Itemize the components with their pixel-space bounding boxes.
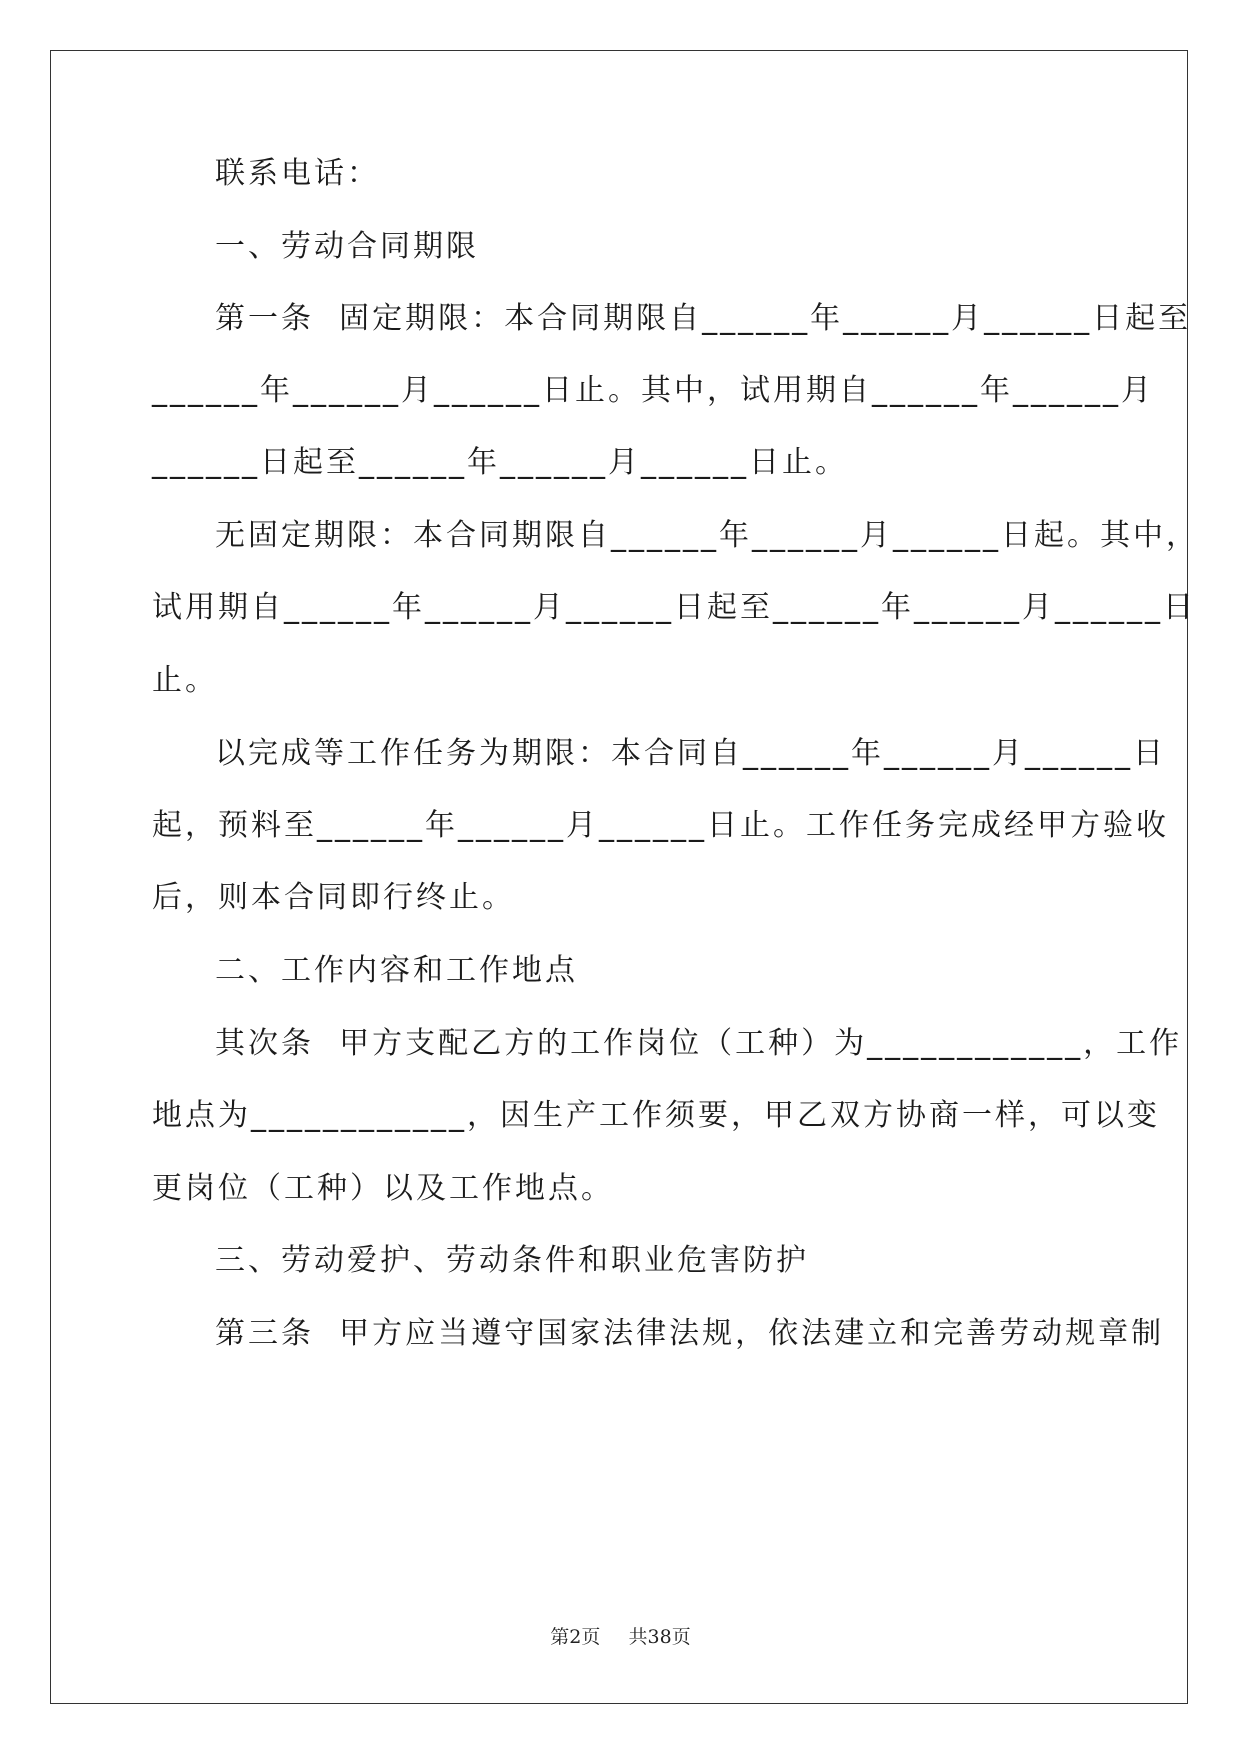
task-term-line-1: 以完成等工作任务为期限：本合同自______年______月______日	[215, 736, 1166, 771]
section-heading-3: 三、劳动爱护、劳动条件和职业危害防护	[215, 1243, 809, 1278]
task-term-line-2: 起，预料至______年______月______日止。工作任务完成经甲方验收	[152, 808, 1169, 843]
page-border	[50, 50, 1199, 1704]
page-footer	[0, 1622, 1241, 1649]
page-number: 第2页	[550, 1626, 601, 1648]
article-1-line-1: 第一条 固定期限：本合同期限自______年______月______日起至	[215, 301, 1192, 336]
task-term-line-3: 后，则本合同即行终止。	[152, 880, 515, 915]
article-1-line-3: ______日起至______年______月______日止。	[152, 445, 848, 480]
indefinite-term-line-2: 试用期自______年______月______日起至______年______月______日	[152, 590, 1196, 625]
total-pages: 共38页	[628, 1626, 691, 1648]
indefinite-term-line-1: 无固定期限：本合同期限自______年______月______日起。其中，	[215, 518, 1199, 553]
contact-phone-line: 联系电话：	[215, 156, 380, 191]
section-heading-1: 一、劳动合同期限	[215, 229, 479, 264]
section-heading-2: 二、工作内容和工作地点	[215, 953, 578, 988]
indefinite-term-line-3: 止。	[152, 663, 218, 698]
article-2-line-1: 其次条 甲方支配乙方的工作岗位（工种）为____________，工作	[215, 1026, 1183, 1061]
article-1-line-2: ______年______月______日止。其中，试用期自______年______月	[152, 373, 1154, 408]
article-2-line-2: 地点为____________，因生产工作须要，甲乙双方协商一样，可以变	[152, 1098, 1160, 1133]
article-2-line-3: 更岗位（工种）以及工作地点。	[152, 1171, 614, 1206]
article-3-line-1: 第三条 甲方应当遵守国家法律法规，依法建立和完善劳动规章制	[215, 1316, 1165, 1351]
